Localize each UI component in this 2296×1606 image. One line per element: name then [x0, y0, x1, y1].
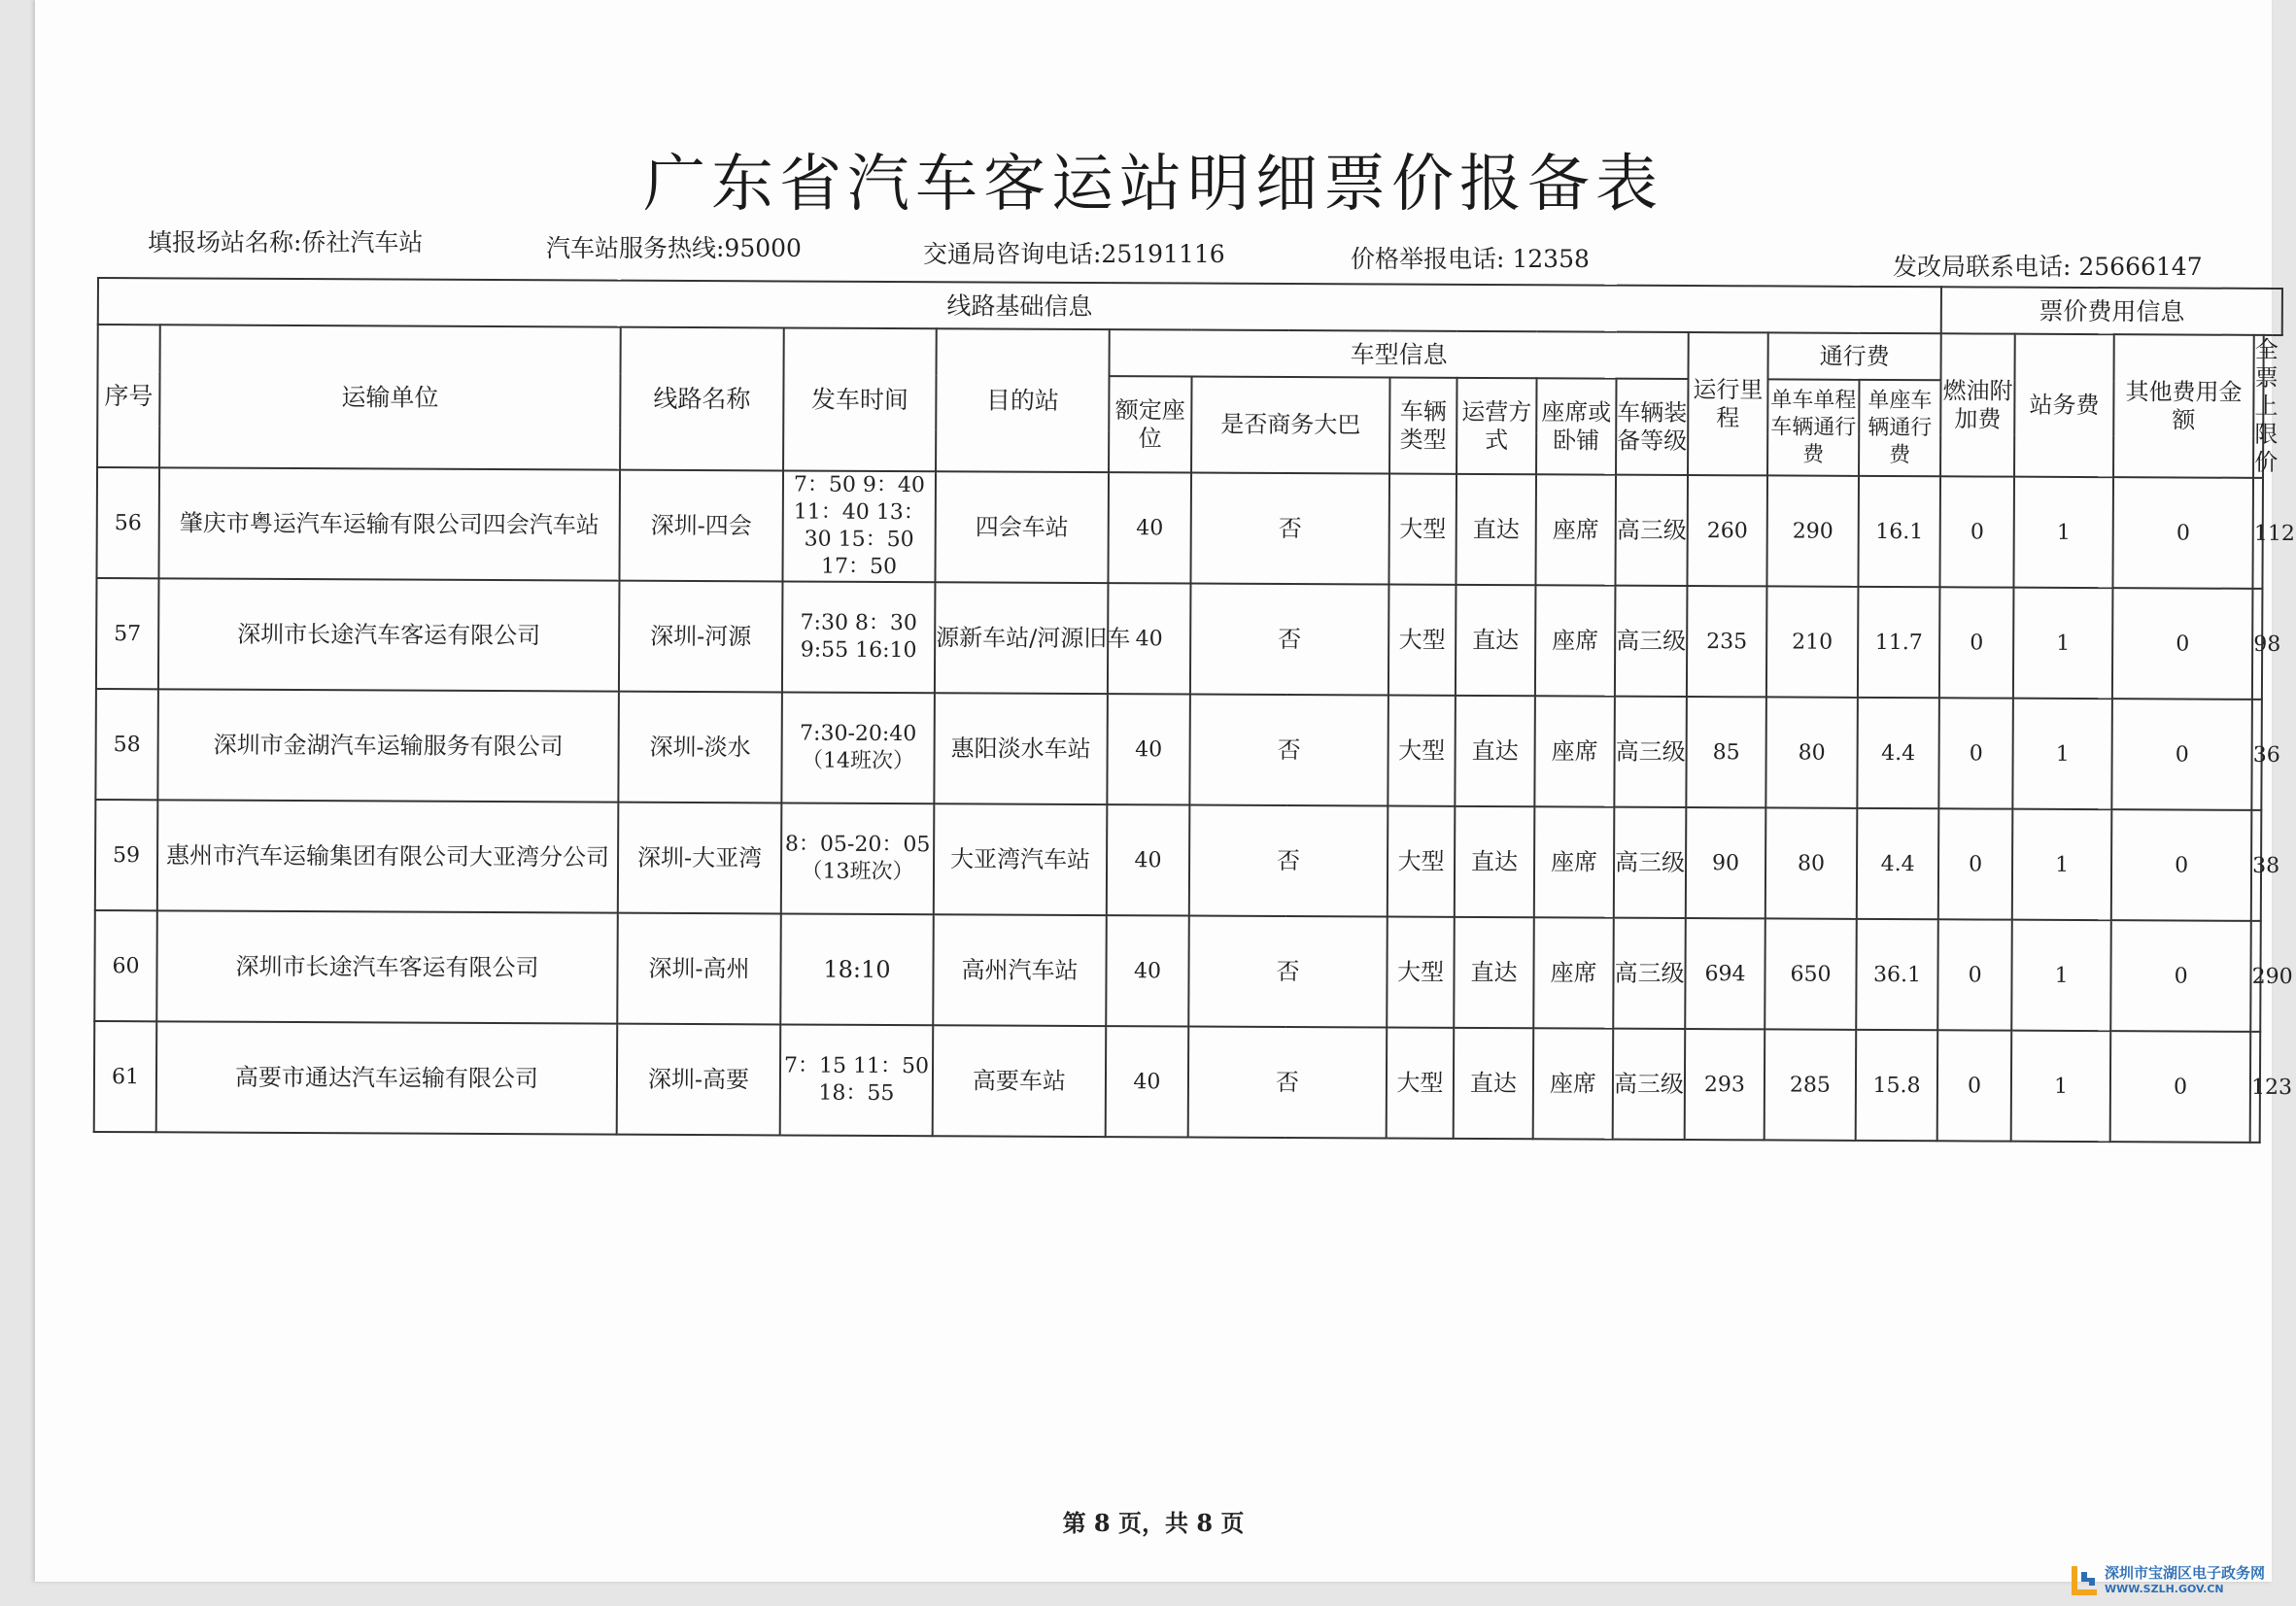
cell-station-fee: 1: [2013, 588, 2113, 699]
cell-carrier: 肇庆市粤运汽车运输有限公司四会汽车站: [158, 467, 620, 580]
page-footer: 第 8 页，共 8 页: [1062, 1509, 1245, 1537]
cell-business: 否: [1190, 584, 1389, 696]
cell-other: 0: [2111, 699, 2252, 810]
info-traffic: 交通局咨询电话:25191116: [923, 240, 1225, 268]
cell-fuel: 0: [1937, 919, 2012, 1030]
cell-mode: 直达: [1454, 917, 1534, 1028]
cell-grade: 高三级: [1614, 807, 1687, 918]
logo-en-text: WWW.SZLH.GOV.CN: [2105, 1583, 2224, 1595]
cell-seq: 56: [96, 467, 159, 578]
cell-carrier: 深圳市金湖汽车运输服务有限公司: [157, 689, 619, 802]
table-row: [96, 578, 2281, 700]
cell-depart: 7:30 8：30 9:55 16:10: [782, 581, 936, 693]
cell-seat-type: 座席: [1535, 585, 1616, 696]
cell-toll-seat: 4.4: [1857, 698, 1939, 808]
cap-price-header: 全票上限价: [2254, 335, 2279, 476]
cell-depart: 7：50 9：40 11：40 13：30 15：50 17：50: [782, 470, 936, 582]
cell-toll-seat: 11.7: [1858, 587, 1940, 698]
cell-carrier: 深圳市长途汽车客运有限公司: [156, 910, 618, 1023]
cell-mode: 直达: [1455, 696, 1535, 806]
cell-cap: 38: [2251, 810, 2261, 921]
site-logo: [2068, 1555, 2272, 1606]
cell-seats: 40: [1106, 1026, 1189, 1137]
cell-mileage: 85: [1686, 697, 1766, 807]
mileage-header: 运行里程: [1688, 332, 1768, 475]
toll-seat-header: 单座车辆通行费: [1859, 380, 1941, 476]
cell-vtype: 大型: [1388, 585, 1456, 696]
cell-mode: 直达: [1455, 806, 1535, 917]
table-row: [94, 1021, 2279, 1143]
carrier-header: 运输单位: [159, 325, 621, 469]
cell-grade: 高三级: [1614, 697, 1687, 807]
logo-mark-icon: [2068, 1564, 2101, 1597]
cell-dest: 高州汽车站: [933, 914, 1107, 1026]
cell-business: 否: [1188, 915, 1388, 1027]
info-report: 价格举报电话: 12358: [1351, 245, 1590, 273]
cell-toll-seat: 16.1: [1858, 476, 1940, 587]
cell-cap: 112: [2253, 478, 2263, 589]
cell-other: 0: [2110, 920, 2251, 1032]
cell-toll-seat: 36.1: [1856, 919, 1938, 1030]
cell-seq: 60: [94, 910, 157, 1021]
cell-station-fee: 1: [2011, 920, 2111, 1031]
fare-info-header: 票价费用信息: [1941, 287, 2282, 335]
document-page: [35, 0, 2295, 1582]
cell-seq: 61: [94, 1021, 157, 1132]
cell-dest: 源新车站/河源旧车: [935, 582, 1109, 694]
cell-seats: 40: [1107, 804, 1190, 915]
depart-header: 发车时间: [783, 327, 937, 471]
info-station: 填报场站名称:侨社汽车站: [148, 228, 424, 256]
route-info-header: 线路基础信息: [98, 278, 1941, 333]
cell-seq: 57: [96, 578, 159, 689]
cell-vtype: 大型: [1388, 805, 1456, 916]
cell-dest: 惠阳淡水车站: [934, 693, 1108, 804]
cell-mileage: 293: [1685, 1029, 1765, 1140]
dest-header: 目的站: [936, 328, 1110, 472]
cell-seat-type: 座席: [1533, 917, 1614, 1028]
cell-cap: 123: [2250, 1032, 2260, 1143]
cell-seq: 58: [95, 689, 158, 800]
cell-toll-single: 650: [1765, 918, 1857, 1029]
cell-cap: 98: [2252, 589, 2262, 700]
cell-fuel: 0: [1939, 587, 2014, 698]
cell-vtype: 大型: [1387, 916, 1455, 1027]
cell-depart: 8：05-20：05（13班次）: [781, 803, 935, 914]
cell-route: 深圳-大亚湾: [618, 803, 782, 914]
cell-seats: 40: [1106, 915, 1189, 1026]
cell-other: 0: [2110, 1031, 2251, 1143]
cell-mileage: 694: [1685, 918, 1765, 1029]
toll-header: 通行费: [1768, 332, 1941, 380]
cell-other: 0: [2113, 477, 2254, 589]
cell-business: 否: [1189, 805, 1388, 917]
info-hotline: 汽车站服务热线:95000: [546, 234, 802, 262]
cell-toll-seat: 4.4: [1857, 808, 1939, 919]
table-row: [95, 800, 2280, 921]
cell-station-fee: 1: [2012, 809, 2112, 920]
cell-vtype: 大型: [1388, 474, 1456, 585]
cell-station-fee: 1: [2011, 1031, 2111, 1142]
mode-header: 运营方式: [1456, 378, 1536, 474]
info-ndrc: 发改局联系电话: 25666147: [1893, 253, 2203, 281]
grade-header: 车辆装备等级: [1616, 379, 1688, 475]
cell-mode: 直达: [1456, 585, 1536, 696]
vehicle-info-header: 车型信息: [1110, 329, 1689, 379]
cell-cap: 290: [2250, 921, 2260, 1032]
seq-header: 序号: [97, 325, 160, 467]
cell-mileage: 235: [1687, 586, 1767, 697]
cell-station-fee: 1: [2012, 699, 2112, 809]
cell-seat-type: 座席: [1534, 806, 1615, 917]
cell-route: 深圳-高州: [617, 913, 781, 1025]
cell-carrier: 深圳市长途汽车客运有限公司: [158, 578, 620, 691]
route-header: 线路名称: [620, 327, 784, 471]
cell-route: 深圳-四会: [619, 470, 783, 582]
toll-single-header: 单车单程车辆通行费: [1767, 379, 1859, 475]
cell-grade: 高三级: [1615, 475, 1688, 586]
cell-seat-type: 座席: [1533, 1028, 1614, 1139]
cell-toll-seat: 15.8: [1856, 1030, 1938, 1141]
station-fee-header: 站务费: [2014, 334, 2114, 477]
cell-toll-single: 285: [1765, 1029, 1857, 1140]
cell-other: 0: [2111, 809, 2252, 921]
fare-table: [93, 277, 2295, 1144]
seats-header: 额定座位: [1109, 376, 1191, 472]
cell-route: 深圳-高要: [617, 1024, 781, 1136]
cell-toll-single: 80: [1765, 807, 1858, 918]
vtype-header: 车辆类型: [1389, 378, 1456, 474]
cell-seq: 59: [95, 800, 158, 910]
cell-seat-type: 座席: [1535, 474, 1616, 585]
cell-vtype: 大型: [1388, 695, 1456, 805]
cell-seats: 40: [1108, 583, 1191, 694]
logo-cn-text: 深圳市宝湖区电子政务网: [2105, 1564, 2266, 1582]
cell-depart: 18:10: [780, 913, 934, 1025]
cell-route: 深圳-河源: [619, 581, 783, 693]
cell-depart: 7:30-20:40（14班次）: [781, 692, 935, 803]
table-row: [95, 689, 2280, 810]
cell-grade: 高三级: [1613, 918, 1686, 1029]
cell-business: 否: [1190, 473, 1389, 585]
cell-seat-type: 座席: [1534, 696, 1615, 806]
table-row: [96, 467, 2281, 589]
fuel-header: 燃油附加费: [1940, 333, 2015, 476]
cell-route: 深圳-淡水: [618, 692, 782, 803]
cell-seats: 40: [1108, 472, 1191, 583]
cell-business: 否: [1188, 1026, 1388, 1138]
cell-grade: 高三级: [1615, 586, 1688, 697]
cell-dest: 大亚湾汽车站: [934, 803, 1108, 915]
cell-mileage: 260: [1687, 475, 1767, 586]
cell-fuel: 0: [1938, 808, 2013, 919]
cell-fuel: 0: [1937, 1030, 2012, 1141]
cell-carrier: 高要市通达汽车运输有限公司: [156, 1021, 618, 1134]
cell-mode: 直达: [1454, 1028, 1534, 1139]
cell-dest: 高要车站: [933, 1025, 1107, 1137]
cell-cap: 36: [2251, 700, 2261, 810]
table-row: [94, 910, 2279, 1032]
cell-toll-single: 80: [1765, 697, 1858, 807]
cell-fuel: 0: [1940, 476, 2015, 587]
cell-dest: 四会车站: [935, 471, 1109, 583]
cell-grade: 高三级: [1613, 1029, 1686, 1140]
other-fee-header: 其他费用金额: [2113, 334, 2254, 478]
cell-depart: 7：15 11：50 18：55: [780, 1024, 934, 1136]
cell-mileage: 90: [1686, 807, 1766, 918]
cell-vtype: 大型: [1387, 1027, 1455, 1138]
cell-toll-single: 210: [1766, 586, 1859, 697]
cell-toll-single: 290: [1766, 475, 1859, 586]
cell-mode: 直达: [1456, 474, 1536, 585]
cell-seats: 40: [1107, 694, 1190, 804]
seat-type-header: 座席或卧铺: [1536, 378, 1616, 474]
cell-fuel: 0: [1938, 698, 2013, 808]
business-header: 是否商务大巴: [1191, 377, 1389, 474]
page-title: 广东省汽车客运站明细票价报备表: [643, 149, 1663, 221]
cell-carrier: 惠州市汽车运输集团有限公司大亚湾分公司: [157, 800, 619, 912]
cell-business: 否: [1189, 695, 1388, 806]
cell-other: 0: [2112, 588, 2253, 700]
cell-station-fee: 1: [2014, 477, 2114, 588]
